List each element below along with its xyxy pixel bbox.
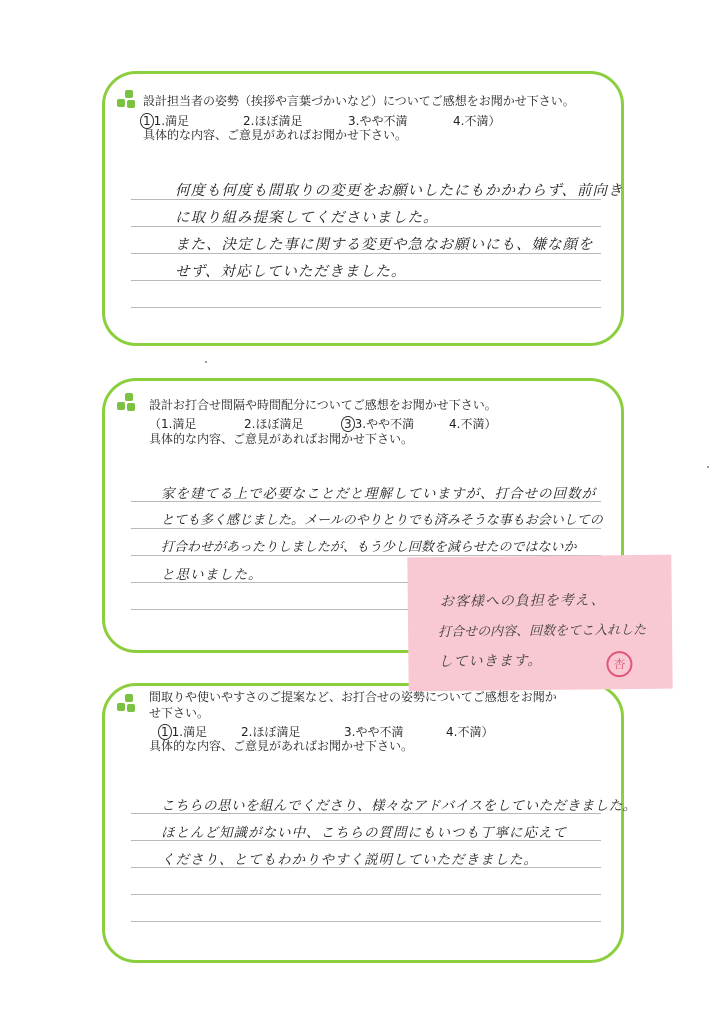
handwritten-answer-line: 打合わせがあったりしましたが、もう少し回数を減らせたのではないか (161, 540, 577, 555)
handwritten-answer-line: 何度も何度も間取りの変更をお願いしたにもかかわらず、前向き (175, 183, 624, 199)
scan-dot (205, 361, 207, 363)
handwritten-answer-line: ほとんど知識がない中、こちらの質問にもいつも丁寧に応えて (161, 825, 567, 841)
note-line: お客様への負担を考え、 (439, 592, 606, 611)
question-text-continued: せ下さい。 (149, 706, 210, 720)
handwritten-answer-line: に取り組み提案してくださいました。 (175, 210, 439, 226)
answer-line (131, 921, 601, 922)
handwritten-answer-line: せず、対応していただきました。 (175, 264, 407, 280)
bullet-icon (117, 694, 139, 714)
survey-section-1 (102, 71, 624, 346)
handwritten-answer-line: とても多く感じました。メールのやりとりでも済みそうな事もお会いしての (161, 513, 603, 528)
note-line: 打合せの内容、回数をてこ入れした (438, 622, 647, 641)
answer-line (131, 307, 601, 308)
answer-line (131, 894, 601, 895)
bullet-icon (117, 90, 139, 110)
seal-stamp: 杏 (606, 651, 632, 677)
handwritten-answer-line: くださり、とてもわかりやすく説明していただきました。 (161, 852, 538, 868)
option-3[interactable]: 3.やや不満 (348, 114, 408, 128)
option-4[interactable]: 4.不満） (446, 725, 494, 739)
rating-options (143, 112, 613, 127)
detail-prompt: 具体的な内容、ご意見があればお聞かせ下さい。 (149, 432, 414, 446)
survey-section-3 (102, 683, 637, 963)
option-4[interactable]: 4.不満） (449, 417, 497, 431)
question-text: 間取りや使いやすさのご提案など、お打合せの姿勢についてご感想をお聞か (149, 690, 557, 704)
answer-line (131, 528, 601, 529)
option-3-selected[interactable]: 3 3.やや不満 (344, 415, 414, 432)
handwritten-answer-line: と思いました。 (161, 567, 263, 583)
note-line: していきます。 (438, 652, 543, 671)
option-1-selected[interactable]: 1 1.満足 (161, 723, 207, 740)
option-2[interactable]: 2.ほぼ満足 (243, 114, 303, 128)
rating-options (149, 415, 619, 430)
question-text: 設計担当者の姿勢（挨拶や言葉づかいなど）についてご感想をお聞かせ下さい。 (143, 94, 575, 108)
handwritten-answer-line: こちらの思いを組んでくださり、様々なアドバイスをしていただきました。 (161, 798, 637, 814)
question-text: 設計お打合せ間隔や時間配分についてご感想をお聞かせ下さい。 (149, 398, 497, 412)
sticky-note-reply (407, 555, 672, 692)
option-4[interactable]: 4.不満） (453, 114, 501, 128)
handwritten-answer-line: 家を建てる上で必要なことだと理解していますが、打合せの回数が (161, 486, 596, 502)
bullet-icon (117, 393, 139, 413)
option-2[interactable]: 2.ほぼ満足 (241, 725, 301, 739)
handwritten-answer-line: また、決定した事に関する変更や急なお願いにも、嫌な顔を (175, 237, 594, 253)
detail-prompt: 具体的な内容、ご意見があればお聞かせ下さい。 (143, 128, 408, 142)
detail-prompt: 具体的な内容、ご意見があればお聞かせ下さい。 (149, 739, 414, 753)
option-1[interactable]: （1.満足 (149, 417, 197, 431)
option-3[interactable]: 3.やや不満 (344, 725, 404, 739)
scan-dot (707, 466, 709, 468)
option-1-selected[interactable]: 1 1.満足 (143, 112, 189, 129)
rating-options (161, 723, 621, 738)
option-2[interactable]: 2.ほぼ満足 (244, 417, 304, 431)
